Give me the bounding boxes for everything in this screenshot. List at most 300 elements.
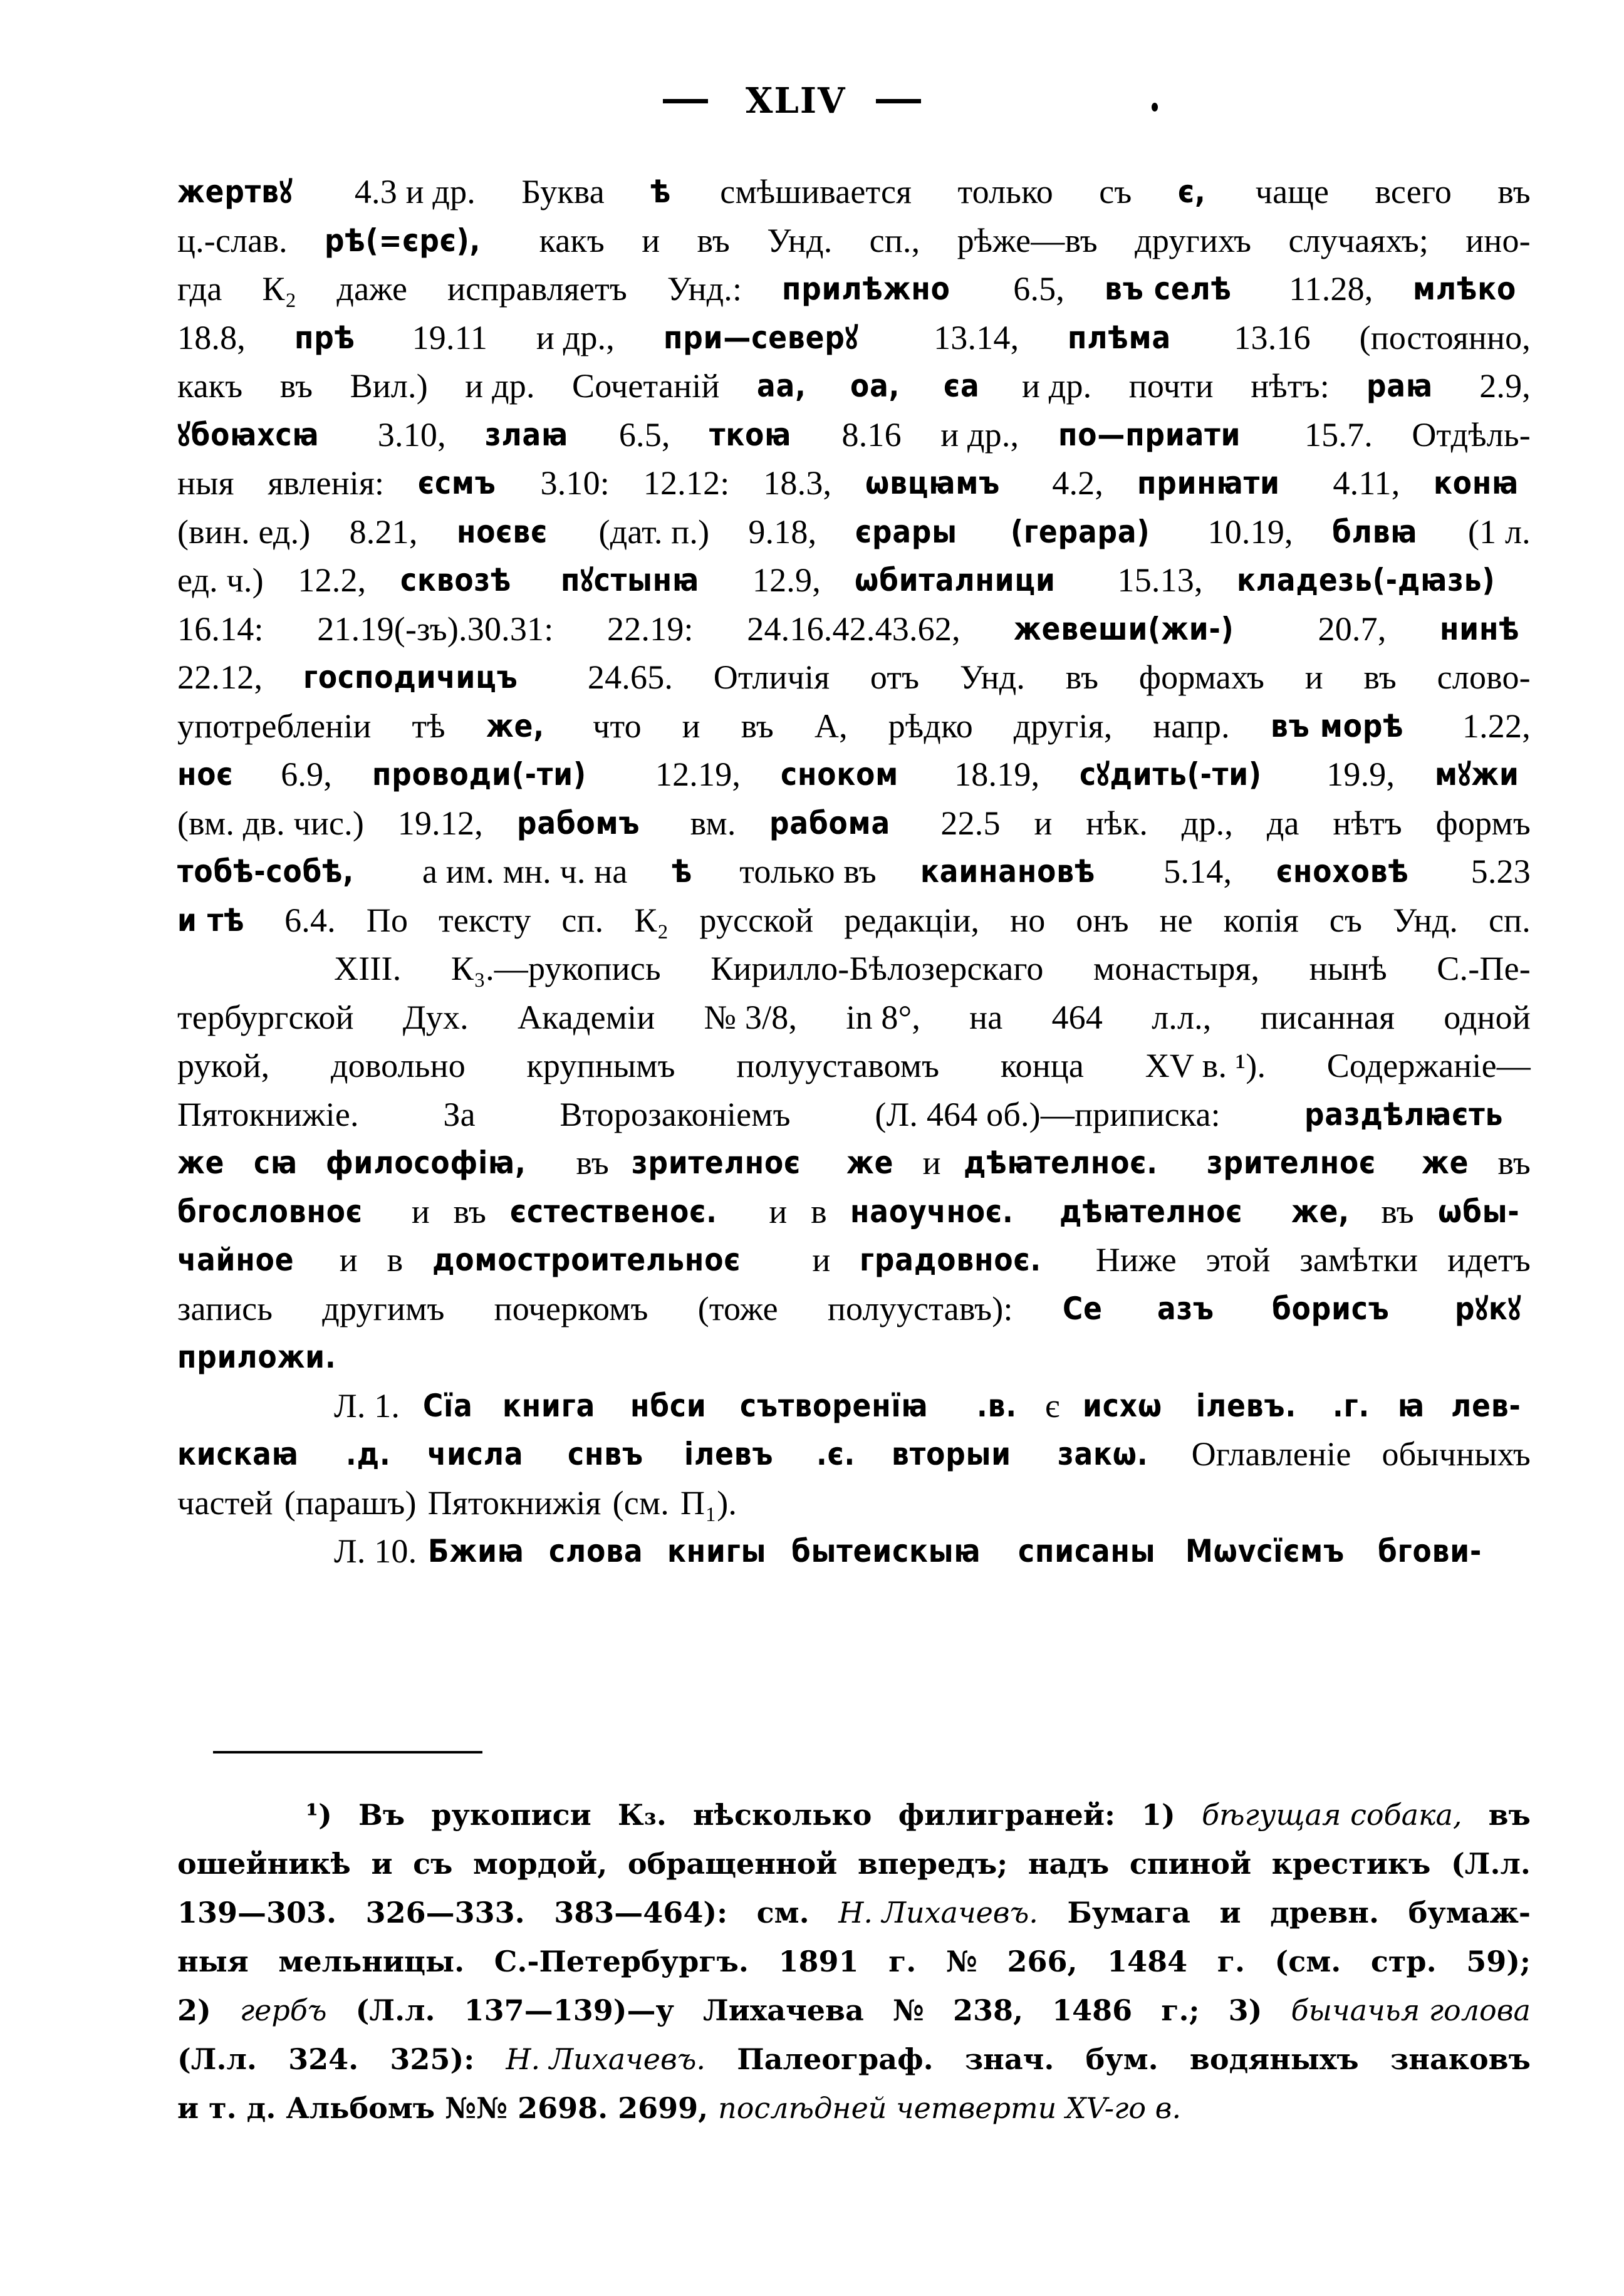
word: другія, (1013, 707, 1113, 745)
word: явленія: (268, 464, 385, 502)
slavonic-word: проводи(-ти) (372, 756, 586, 792)
word: Унд. (959, 658, 1026, 696)
slavonic-word: же (1421, 1145, 1469, 1181)
word: С.-Пе- (1437, 950, 1531, 987)
slavonic-word: числа (427, 1436, 524, 1472)
slavonic-word: ноє (177, 756, 234, 792)
slavonic-word: философіꙗ, (326, 1145, 526, 1181)
slavonic-word: градовноє. (860, 1242, 1042, 1278)
slavonic-word: плѣма (1068, 319, 1172, 356)
word: и (812, 1241, 831, 1279)
word: этой (1205, 1241, 1271, 1279)
word: 12.12: (643, 464, 730, 502)
slavonic-word: по—приати (1058, 416, 1241, 453)
word: Пятокнижія (427, 1483, 601, 1522)
word: Л. 10. (334, 1532, 417, 1570)
text-line (177, 314, 1531, 363)
text-line (177, 217, 1531, 266)
word: в (387, 1241, 403, 1279)
slavonic-word: и тѣ (177, 901, 245, 938)
text-line (177, 1479, 1531, 1528)
footnote-word: г. (888, 1945, 917, 1978)
word: Буква (521, 173, 605, 210)
word: 8.16 (841, 415, 902, 454)
slavonic-word: дѣꙗтелноє (1059, 1193, 1243, 1230)
word: 13.16 (1234, 318, 1311, 356)
footnote-italic-text: гербъ (239, 1993, 327, 2027)
word: (тоже (697, 1289, 778, 1327)
slavonic-word: Бжиꙗ (428, 1533, 525, 1569)
slavonic-word: ꙗ (1397, 1387, 1425, 1424)
slavonic-word: .в. (976, 1387, 1017, 1424)
slavonic-word: борисъ (1271, 1290, 1390, 1327)
word: 24.16.42.43.62, (747, 610, 960, 648)
text-line (177, 994, 1531, 1042)
word: употребленіи (177, 707, 372, 745)
text-line (177, 1333, 1531, 1382)
word: Кирилло-Бѣлозерскаго (710, 950, 1044, 987)
slavonic-word: ꙋбоꙗхсꙗ (177, 416, 320, 453)
word: копія (1223, 901, 1299, 939)
slavonic-word: рабома (769, 804, 891, 841)
text-line (177, 1285, 1531, 1334)
word: Л. 1. (334, 1386, 400, 1425)
text-line (177, 459, 1531, 508)
word: 2.9, (1479, 367, 1531, 405)
slavonic-word: аа, (756, 368, 806, 404)
word: К₃.—рукопись (450, 950, 661, 987)
footnote-word: 2) (177, 1993, 211, 2027)
word: и (922, 1144, 941, 1182)
footnote-word: Въ (358, 1798, 405, 1832)
footnote-word: 3) (1228, 1993, 1262, 2027)
word: тѣ (412, 707, 445, 745)
slavonic-word: исхѡ (1082, 1387, 1162, 1424)
word: Второзаконіемъ (560, 1095, 791, 1133)
word: 21.19(-зъ).30.31: (317, 610, 554, 648)
footnote-word: 326—333. (365, 1896, 525, 1930)
word: 18.3, (763, 464, 832, 502)
slavonic-word: єа (944, 368, 980, 404)
word: (постоянно, (1359, 318, 1531, 356)
text-line (177, 556, 1531, 605)
word: 10.19, (1207, 512, 1293, 551)
footnote-word: обращенной (627, 1847, 838, 1881)
slavonic-word: оа, (850, 368, 900, 404)
footnote-line (177, 1937, 1531, 1986)
word: (парашъ) (284, 1483, 417, 1522)
slavonic-word: каинановѣ (920, 853, 1096, 890)
word: 9.18, (748, 512, 817, 551)
footnote-word: водяныхъ (1189, 2042, 1359, 2076)
word: и (1304, 658, 1323, 696)
footnote-separator (213, 1751, 482, 1753)
footnote-word: 325): (390, 2042, 475, 2076)
footnote-word: знач. (964, 2042, 1054, 2076)
word: XIII. (334, 950, 402, 987)
slavonic-word: приложи. (177, 1339, 336, 1375)
slavonic-word: въ селѣ (1104, 271, 1232, 307)
text-line (177, 896, 1531, 945)
footnote-word: 59); (1466, 1945, 1531, 1978)
word: формъ (1435, 804, 1531, 842)
word: 5.14, (1163, 853, 1232, 890)
slavonic-word: ѣ (672, 853, 693, 890)
footnote-word: филиграней: (898, 1798, 1115, 1832)
slavonic-word: .є. (816, 1436, 856, 1472)
word: 6.4. (284, 901, 336, 939)
slavonic-word: бгословноє (177, 1193, 363, 1230)
header-ink-dot (1152, 103, 1158, 112)
text-line (177, 1527, 1531, 1576)
word: и др. (465, 367, 535, 405)
word: въ (697, 221, 731, 259)
text-line (177, 1042, 1531, 1091)
word: 1.22, (1462, 707, 1531, 745)
word: 3.10: (540, 464, 610, 502)
word: тексту (439, 901, 531, 939)
word: 12.2, (298, 561, 367, 599)
word: ныя (177, 464, 234, 502)
word: (вм. дв. чис.) (177, 804, 365, 842)
footnote-word: 2699, (618, 2091, 709, 2125)
slavonic-word: дѣꙗтелноє. (963, 1145, 1158, 1181)
word: 5.23 (1470, 853, 1531, 890)
word: Дух. (402, 998, 469, 1036)
word: Унд. (1392, 901, 1459, 939)
header-dash-left (663, 99, 708, 103)
word: замѣтки (1299, 1241, 1418, 1279)
page-header (0, 80, 1624, 130)
slavonic-word: ѡбиталници (855, 562, 1056, 598)
footnote-word: впередъ; (857, 1847, 1008, 1881)
footnote-word: крестикъ (1271, 1847, 1431, 1881)
word: не (1159, 901, 1193, 939)
slavonic-word: наоучноє. (850, 1193, 1014, 1230)
text-line (177, 1430, 1531, 1479)
word: другихъ (1135, 221, 1252, 259)
word: и (1034, 804, 1053, 842)
word: 6.5, (618, 415, 670, 454)
footnote-word: стр. (1370, 1945, 1437, 1978)
footnote-word: въ (1488, 1798, 1531, 1832)
footnote-word: Бумага (1067, 1896, 1190, 1930)
word: что (593, 707, 642, 745)
word: рѣдко (888, 707, 973, 745)
word: сп., (869, 221, 920, 259)
word: нѣтъ (1333, 804, 1402, 842)
slavonic-word: лев- (1450, 1387, 1521, 1424)
text-line (177, 362, 1531, 411)
word: полууставомъ (736, 1047, 940, 1084)
word: 13.14, (934, 318, 1019, 356)
slavonic-word: нинѣ (1440, 610, 1520, 647)
text-line (177, 1091, 1531, 1140)
word: исправляетъ (447, 270, 628, 308)
word: на (969, 998, 1003, 1036)
word: писанная (1260, 998, 1395, 1036)
slavonic-word: єрары (855, 513, 958, 550)
word: Оглавленіе (1191, 1435, 1351, 1473)
word: и (769, 1192, 788, 1230)
footnote-italic-text: Н. Лихачевъ. (506, 2042, 706, 2076)
text-line (177, 1139, 1531, 1188)
slavonic-word: домостроительноє (432, 1242, 741, 1278)
footnote-line (177, 2084, 1531, 2132)
word: запись (177, 1289, 273, 1327)
word: слово- (1437, 658, 1531, 696)
slavonic-word: .г. (1332, 1387, 1370, 1424)
slavonic-word: зрителноє (1206, 1145, 1376, 1181)
word: и др., (536, 318, 615, 356)
word: довольно (330, 1047, 466, 1084)
word: 19.11 (412, 318, 488, 356)
footnote-italic-text: бычачья голова (1291, 1993, 1531, 2027)
slavonic-word: слова (549, 1533, 643, 1569)
slavonic-word: при—северꙋ (663, 319, 858, 356)
word: крупнымъ (526, 1047, 675, 1084)
word: в (811, 1192, 827, 1230)
word: монастыря, (1093, 950, 1260, 987)
word: 16.14: (177, 610, 264, 648)
footnote-italic-text: бѣгущая собака, (1201, 1798, 1462, 1832)
word: XV в. ¹). (1145, 1047, 1266, 1084)
word: (Л. 464 об.)—приписка: (875, 1095, 1221, 1133)
word: л.л., (1152, 998, 1212, 1036)
text-line (177, 848, 1531, 896)
footnote-word: 1486 (1052, 1993, 1133, 2027)
word: да (1266, 804, 1299, 842)
footnote-word: 238, (953, 1993, 1024, 2027)
word: П₁). (680, 1483, 737, 1522)
header-dash-right (876, 99, 921, 103)
footnote-italic-text: послѣдней четверти XV-го в. (718, 2091, 1182, 2125)
word: но (1010, 901, 1046, 939)
slavonic-word: бытеискыꙗ (791, 1533, 981, 1569)
word: рѣже—въ (957, 221, 1098, 259)
footnote-word: рукописи (431, 1798, 591, 1832)
slavonic-word: нбси (630, 1387, 707, 1424)
slavonic-word: кладезь(-дꙗзь) (1237, 562, 1496, 598)
slavonic-word: єстественоє. (509, 1193, 717, 1230)
text-line (177, 1188, 1531, 1237)
word: 6.5, (1013, 270, 1065, 308)
slavonic-word: ѡбы- (1437, 1193, 1520, 1230)
word: въ (576, 1144, 610, 1182)
slavonic-word: конꙗ (1434, 465, 1519, 501)
slavonic-word: зрителноє (632, 1145, 801, 1181)
footnote-word: 266, (1007, 1945, 1078, 1978)
word: (вин. ед.) (177, 512, 311, 551)
word: 18.19, (954, 756, 1040, 793)
word: почти (1128, 367, 1214, 405)
word: сп. (561, 901, 604, 939)
slavonic-word: азъ (1157, 1290, 1215, 1327)
footnote-word: С.-Петербургъ. (494, 1945, 749, 1978)
slavonic-word: прѣ (294, 319, 355, 356)
footnote-word: Палеограф. (737, 2042, 934, 2076)
word: въ (453, 1192, 487, 1230)
slavonic-word: прилѣжно (782, 271, 950, 307)
word: 6.9, (281, 756, 333, 793)
word: in 8°, (846, 998, 921, 1036)
footnote-word: №№ (445, 2091, 508, 2125)
word: Отдѣль- (1412, 415, 1531, 454)
word: обычныхъ (1382, 1435, 1531, 1473)
slavonic-word: сꙗ (253, 1145, 298, 1181)
word: сп. (1488, 901, 1531, 939)
word: № 3/8, (704, 998, 798, 1036)
word: 11.28, (1289, 270, 1373, 308)
slavonic-word: вторыи (891, 1436, 1011, 1472)
footnote-word: 1) (1142, 1798, 1175, 1832)
text-line (177, 945, 1531, 994)
slavonic-word: снвъ (567, 1436, 643, 1472)
text-line (177, 702, 1531, 751)
word: 464 (1051, 998, 1103, 1036)
footnote-line (177, 1790, 1531, 1839)
word: 24.65. (587, 658, 674, 696)
text-line (177, 799, 1531, 848)
footnote-word: г. (1217, 1945, 1245, 1978)
word: конца (1000, 1047, 1085, 1084)
word: Содержаніе— (1326, 1047, 1531, 1084)
word: въ (279, 367, 313, 405)
word: напр. (1153, 707, 1230, 745)
footnote-line (177, 1839, 1531, 1888)
footnotes (177, 1790, 1531, 2132)
slavonic-word: мꙋжи (1434, 756, 1519, 792)
word: въ (1065, 658, 1099, 696)
slavonic-word: принꙗти (1137, 465, 1280, 501)
word: Унд.: (667, 270, 742, 308)
footnote-word: (Л.л. (1451, 1847, 1531, 1881)
text-line (177, 168, 1531, 217)
footnote-word: (см. (1274, 1945, 1341, 1978)
word: какъ (177, 367, 243, 405)
word: 12.9, (752, 561, 821, 599)
footnote-word: г.; (1161, 1993, 1200, 2027)
word: случаяхъ; (1288, 221, 1429, 259)
word: 4.3 и др. (354, 173, 476, 210)
footnote-word: 383—464): (554, 1896, 728, 1930)
word: нѣтъ: (1251, 367, 1330, 405)
word: 8.21, (349, 512, 418, 551)
word: Пятокнижіе. (177, 1095, 359, 1133)
word: ино- (1465, 221, 1531, 259)
text-line (177, 265, 1531, 314)
slavonic-word: сътворенїꙗ (739, 1387, 929, 1424)
word: рукой, (177, 1047, 270, 1084)
slavonic-word: книгы (667, 1533, 767, 1569)
slavonic-word: єноховѣ (1276, 853, 1409, 890)
word: съ (1099, 173, 1132, 210)
word: гда (177, 270, 222, 308)
slavonic-word: рабомъ (516, 804, 640, 841)
word: вм. (690, 804, 736, 842)
slavonic-word: рꙋкꙋ (1455, 1290, 1522, 1327)
word: русской (699, 901, 814, 939)
word: 20.7, (1318, 610, 1387, 648)
word: 12.19, (655, 756, 741, 793)
word: 4.11, (1333, 464, 1400, 502)
footnote-word: (Л.л. (355, 1993, 435, 2027)
slavonic-word: же, (1291, 1193, 1350, 1230)
word: всего (1375, 173, 1452, 210)
word: Отличія (713, 658, 830, 696)
slavonic-word: же, (486, 707, 544, 744)
word: Унд. (767, 221, 833, 259)
slavonic-word: списаны (1018, 1533, 1156, 1569)
word: редакціи, (844, 901, 980, 939)
footnote-word: нѣсколько (692, 1798, 872, 1832)
word: Вил.) (350, 367, 428, 405)
word: полууставъ): (827, 1289, 1013, 1327)
word: 22.5 (940, 804, 1001, 842)
word: и (682, 707, 700, 745)
slavonic-word: ноєвє (456, 513, 548, 550)
footnote-word: Альбомъ (286, 2091, 435, 2125)
slavonic-word: млѣко (1413, 271, 1517, 307)
word: По (366, 901, 409, 939)
slavonic-word: жертвꙋ (177, 174, 293, 210)
slavonic-word: єсмъ (418, 465, 496, 501)
slavonic-word: бгови- (1377, 1533, 1482, 1569)
word: другимъ (322, 1289, 445, 1327)
footnote-word: Лихачева (703, 1993, 864, 2027)
word: и (642, 221, 660, 259)
word: К₂ (262, 270, 297, 308)
footnote-word: древн. (1270, 1896, 1379, 1930)
slavonic-word: злаꙗ (485, 416, 569, 453)
word: А, (814, 707, 848, 745)
word: отъ (870, 658, 920, 696)
slavonic-word: кискаꙗ (177, 1436, 299, 1472)
slavonic-word: чайное (177, 1242, 294, 1278)
word: въ (1497, 173, 1531, 210)
main-text (177, 168, 1531, 1576)
word: 22.12, (177, 658, 263, 696)
word: 19.12, (397, 804, 483, 842)
footnote-word: № (945, 1945, 977, 1978)
word: 15.13, (1117, 561, 1203, 599)
slavonic-word: раздѣлꙗєть (1304, 1096, 1504, 1133)
word: Ниже (1095, 1241, 1177, 1279)
footnote-word: ныя (177, 1945, 249, 1978)
slavonic-word: же (846, 1145, 894, 1181)
slavonic-word: сꙋдить(-ти) (1079, 756, 1262, 792)
word: частей (177, 1483, 273, 1522)
footnote-word: и (371, 1847, 393, 1881)
slavonic-word: сноком (780, 756, 898, 792)
word: є (1045, 1386, 1060, 1425)
word: 3.10, (377, 415, 446, 454)
word: въ (1497, 1144, 1531, 1182)
slavonic-word: въ морѣ (1270, 707, 1404, 744)
footnote-word: надъ (1028, 1847, 1110, 1881)
word: и (411, 1192, 430, 1230)
footnote-word: 139—303. (177, 1896, 337, 1930)
word: а им. мн. ч. на (422, 853, 628, 890)
word: одной (1444, 998, 1531, 1036)
slavonic-word: (герара) (1010, 513, 1150, 550)
slavonic-word: блвꙗ (1331, 513, 1418, 550)
text-line (177, 605, 1531, 654)
word: только въ (739, 853, 877, 890)
slavonic-word: ілевъ (684, 1436, 774, 1472)
word: 22.19: (607, 610, 694, 648)
word: какъ (539, 221, 605, 259)
